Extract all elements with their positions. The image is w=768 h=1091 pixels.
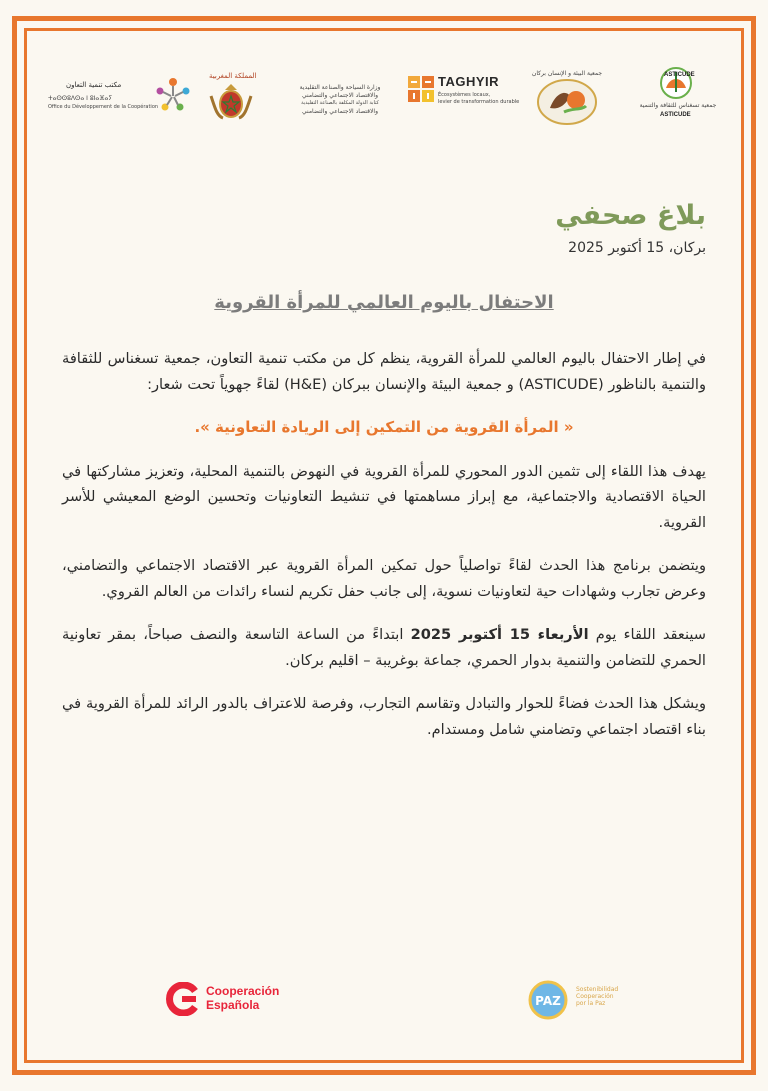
odco-star-icon — [156, 76, 190, 112]
schedule-prefix: سينعقد اللقاء يوم — [588, 626, 706, 643]
schedule-date: الأربعاء 15 أكتوبر 2025 — [410, 626, 589, 643]
slogan: « المرأة القروية من التمكين إلى الريادة التعاونية ». — [194, 418, 574, 436]
kingdom-logo — [195, 62, 265, 132]
asticude-top: ASTICUDE — [664, 72, 695, 78]
taghyir-sub1: Écosystèmes locaux, — [438, 92, 491, 98]
odco-arabic: مكتب تنمية التعاون — [66, 81, 122, 89]
ministry-line3: كتابة الدولة المكلفة بالصناعة التقليدية — [301, 100, 379, 106]
ministry-logo — [290, 62, 390, 132]
dateline: بركان، 15 أكتوبر 2025 — [568, 240, 706, 256]
odco-french: Office du Développement de la Coopération — [48, 104, 159, 110]
paz-text — [576, 986, 618, 1007]
paz-line1: Sostenibilidad — [576, 986, 619, 993]
coat-of-arms-icon — [209, 82, 253, 120]
paz-badge-icon — [528, 980, 568, 1020]
paragraph-schedule — [62, 622, 706, 673]
odco-logo — [48, 62, 188, 132]
asticude-name: ASTICUDE — [660, 112, 691, 118]
paragraph-closing: ويشكل هذا الحدث فضاءً للحوار والتبادل وتقاسم التجارب، وفرصة للاعتراف بالدور الرائد للمرأة القروية في بناء اقتصاد اجتماعي وتضامني شامل ومستدام. — [62, 695, 706, 738]
taghyir-sub2: levier de transformation durable — [438, 99, 520, 105]
kingdom-arabic: المملكة المغربية — [209, 72, 257, 80]
cooperacion-c-icon — [166, 982, 200, 1016]
cooperacion-line2: Española — [206, 998, 260, 1012]
ministry-line1: وزارة السياحة والصناعة التقليدية — [299, 84, 381, 91]
odco-tifinagh: ⵜⴰⵙⵙⵓⴷⵙⴰ ⵏ ⵓⵏⴰⴼⴰⵢ — [48, 95, 113, 102]
he-association-logo — [524, 62, 610, 132]
paz-logo — [528, 978, 638, 1022]
asticude-arabic: جمعية تسغناس للثقافة والتنمية — [639, 102, 717, 109]
cooperacion-text — [206, 984, 279, 1012]
taghyir-name: TAGHYIR — [438, 74, 500, 89]
paz-mark: PAZ — [535, 994, 561, 1008]
ministry-line4: والاقتصاد الاجتماعي والتضامني — [302, 108, 378, 115]
event-heading: الاحتفال باليوم العالمي للمرأة القروية — [214, 292, 554, 313]
paz-line3: por la Paz — [576, 1000, 606, 1007]
taghyir-mark-icon — [408, 76, 434, 102]
paragraph-program: ويتضمن برنامج هذا الحدث لقاءً تواصلياً حول تمكين المرأة القروية عبر الاقتصاد الاجتماعي والتضامني، وعرض تجارب وشهادات حية لتعاونيات نسوية، إلى جانب حفل تكريم لنساء رائدات من العالم القروي. — [62, 557, 706, 600]
schedule-suffix: ابتداءً من الساعة التاسعة والنصف صباحاً، بمقر تعاونية الحمري للتضامن والتنمية بدوار الحمري، جماعة بوغريبة – اقليم بركان. — [62, 626, 706, 669]
press-release-title: بلاغ صحفي — [555, 200, 706, 231]
press-release-body — [62, 346, 706, 760]
taghyir-logo — [404, 62, 520, 132]
asticude-logo — [630, 62, 726, 132]
paz-line2: Cooperación — [576, 993, 614, 1000]
cooperacion-line1: Cooperación — [206, 984, 280, 998]
environment-emblem-icon — [536, 78, 598, 126]
ministry-line2: والاقتصاد الاجتماعي والتضامني — [302, 92, 378, 99]
paragraph-objective: يهدف هذا اللقاء إلى تثمين الدور المحوري للمرأة القروية في النهوض بالتنمية المحلية، وتعزيز مشاركتها في الحياة الاقتصادية والاجتماعية، مع إبراز مساهمتها في تنشيط التعاونيات وتحسين الوضع المعيشي للأسر القروية. — [62, 462, 706, 531]
paragraph-intro: في إطار الاحتفال باليوم العالمي للمرأة القروية، ينظم كل من مكتب تنمية التعاون، جمعية تسغناس للثقافة والتنمية بالناظور (ASTICUDE) و جمعية البيئة والإنسان ببركان (H&E) لقاءً جهوياً تحت شعار: — [62, 350, 706, 393]
cooperacion-espanola-logo — [166, 978, 306, 1022]
partner-logos — [40, 62, 728, 132]
he-arabic: جمعية البيئة و الإنسان بركان — [531, 70, 603, 77]
